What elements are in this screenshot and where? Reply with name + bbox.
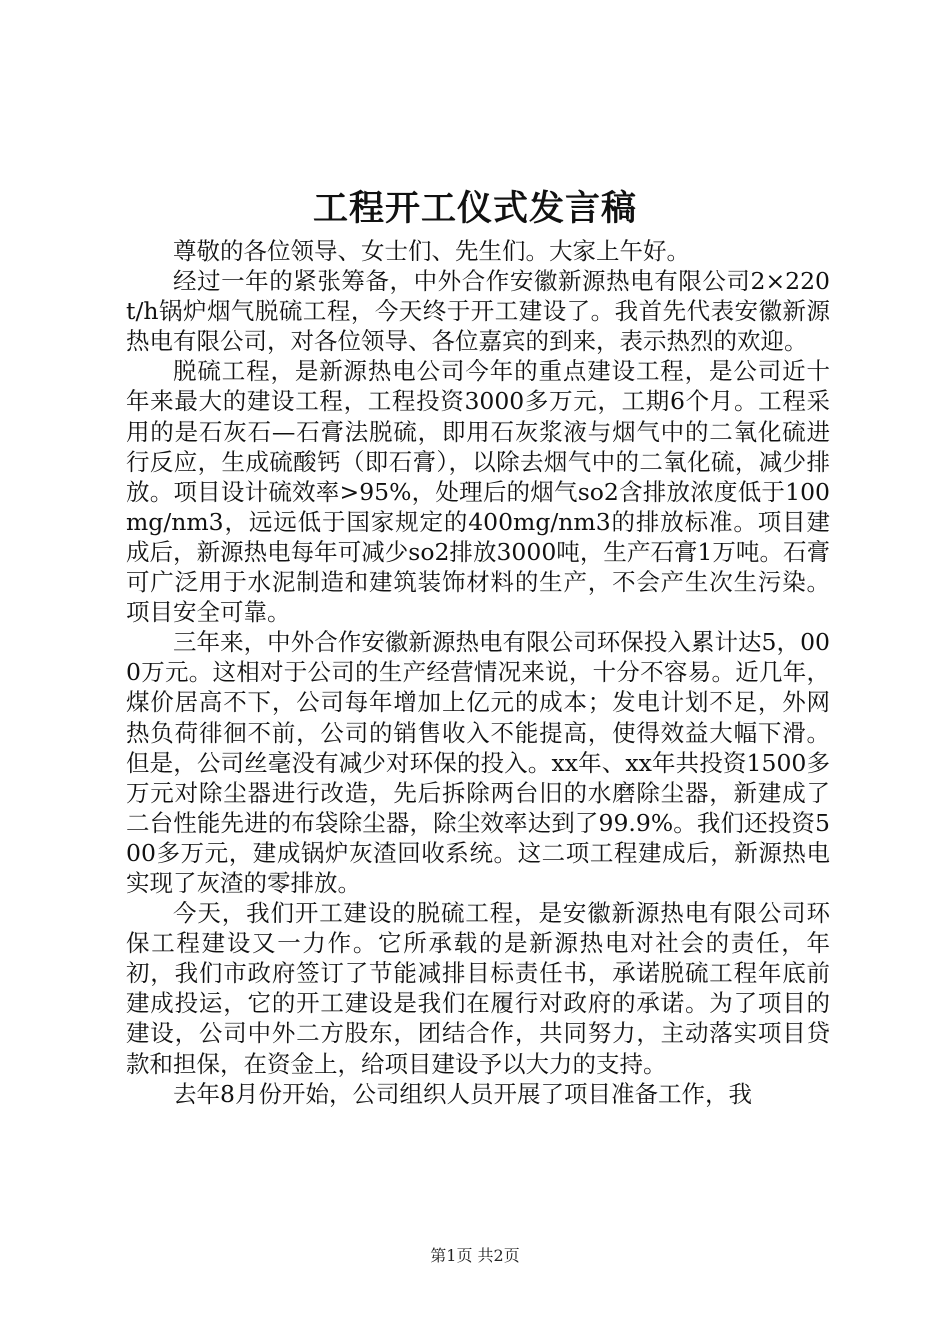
paragraph-greeting: 尊敬的各位领导、女士们、先生们。大家上午好。 (173, 237, 690, 265)
paragraph-social-responsibility: 今天，我们开工建设的脱硫工程，是安徽新源热电有限公司环保工程建设又一力作。它所承载的是新源热电对社会的责任，年初，我们市政府签订了节能减排目标责任书，承诺脱硫工程年底前建成投运，它的开工建设是我们在履行对政府的承诺。为了项目的建设，公司中外二方股东，团结合作，共同努力，主动落实项目贷款和担保，在资金上，给项目建设予以大力的支持。 (126, 899, 830, 1078)
paragraph-opening: 经过一年的紧张筹备，中外合作安徽新源热电有限公司2×220t/h锅炉烟气脱硫工程，今天终于开工建设了。我首先代表安徽新源热电有限公司，对各位领导、各位嘉宾的到来，表示热烈的欢迎。 (126, 267, 830, 356)
paragraph-preparation: 去年8月份开始，公司组织人员开展了项目准备工作，我 (173, 1079, 752, 1108)
page-footer: 第1页 共2页 (430, 1246, 520, 1265)
document-body (126, 236, 830, 1109)
paragraph-project-overview: 脱硫工程，是新源热电公司今年的重点建设工程，是公司近十年来最大的建设工程，工程投资3000多万元，工期6个月。工程采用的是石灰石—石膏法脱硫，即用石灰浆液与烟气中的二氧化硫进行反应，生成硫酸钙（即石膏），以除去烟气中的二氧化硫，减少排放。项目设计硫效率>95%，处理后的烟气so2含排放浓度低于100mg/nm3，远远低于国家规定的400mg/nm3的排放标准。项目建成后，新源热电每年可减少so2排放3000吨，生产石膏1万吨。石膏可广泛用于水泥制造和建筑装饰材料的生产，不会产生次生污染。项目安全可靠。 (126, 357, 830, 627)
paragraph-environmental-investment: 三年来，中外合作安徽新源热电有限公司环保投入累计达5，000万元。这相对于公司的生产经营情况来说，十分不容易。近几年，煤价居高不下，公司每年增加上亿元的成本；发电计划不足，外网热负荷徘徊不前，公司的销售收入不能提高，使得效益大幅下滑。但是，公司丝毫没有减少对环保的投入。xx年、xx年共投资1500多万元对除尘器进行改造，先后拆除两台旧的水磨除尘器，新建成了二台性能先进的布袋除尘器，除尘效率达到了99.9%。我们还投资500多万元，建成锅炉灰渣回收系统。这二项工程建成后，新源热电实现了灰渣的零排放。 (126, 628, 830, 897)
document-title: 工程开工仪式发言稿 (312, 188, 637, 229)
